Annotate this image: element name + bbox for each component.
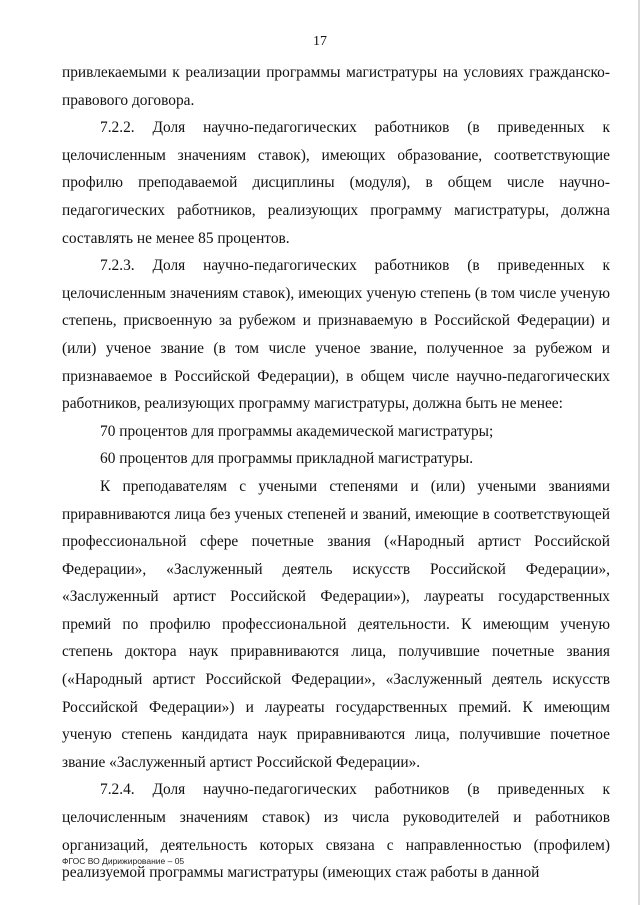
paragraph-honorary-titles: К преподавателям с учеными степенями и (или) учеными званиями приравниваются лица без ученых степеней и званий, имеющие в соответствующей профессиональной сфере почетные звания («Народный артист Российской Федерации», «Заслуженный деятель искусств Российской Федерации», «Заслуженный артист Российской Федерации»), лауреаты государственных премий по профилю профессиональной деятельности. К имеющим ученую степень доктора наук приравниваются лица, получившие почетные звания («Народный артист Российской Федерации», «Заслуженный деятель искусств Российской Федерации») и лауреаты государственных премий. К имеющим ученую степень кандидата наук приравниваются лица, получившие почетное звание «Заслуженный артист Российской Федерации». — [62, 477, 610, 771]
paragraph-contract-continuation: привлекаемыми к реализации программы магистратуры на условиях гражданско-правового договора. — [62, 64, 610, 109]
paragraph-7-2-2: 7.2.2. Доля научно-педагогических работников (в приведенных к целочисленным значениям ставок), имеющих образование, соответствующие профилю преподаваемой дисциплины (модуля), в общем числе научно-педагогических работников, реализующих программу магистратуры, должна составлять не менее 85 процентов. — [62, 119, 610, 247]
paragraph-applied-master: 60 процентов для программы прикладной магистратуры. — [100, 450, 474, 468]
paragraph-academic-master: 70 процентов для программы академической магистратуры; — [100, 422, 494, 440]
paragraph-7-2-4: 7.2.4. Доля научно-педагогических работников (в приведенных к целочисленным значениям ставок) из числа руководителей и работников организаций, деятельность которых связана с направленностью (профилем) реализуемой программы магистратуры (имеющих стаж работы в данной — [62, 781, 610, 882]
paragraph-7-2-3: 7.2.3. Доля научно-педагогических работников (в приведенных к целочисленным значениям ставок), имеющих ученую степень (в том числе ученую степень, присвоенную за рубежом и признаваемую в Российской Федерации) и (или) ученое звание (в том числе ученое звание, полученное за рубежом и признаваемое в Российской Федерации), в общем числе научно-педагогических работников, реализующих программу магистратуры, должна быть не менее: — [62, 257, 610, 413]
page-number: 17 — [313, 34, 327, 49]
document-body — [62, 59, 610, 887]
footer-document-code: ФГОС ВО Дирижирование – 05 — [62, 856, 185, 866]
